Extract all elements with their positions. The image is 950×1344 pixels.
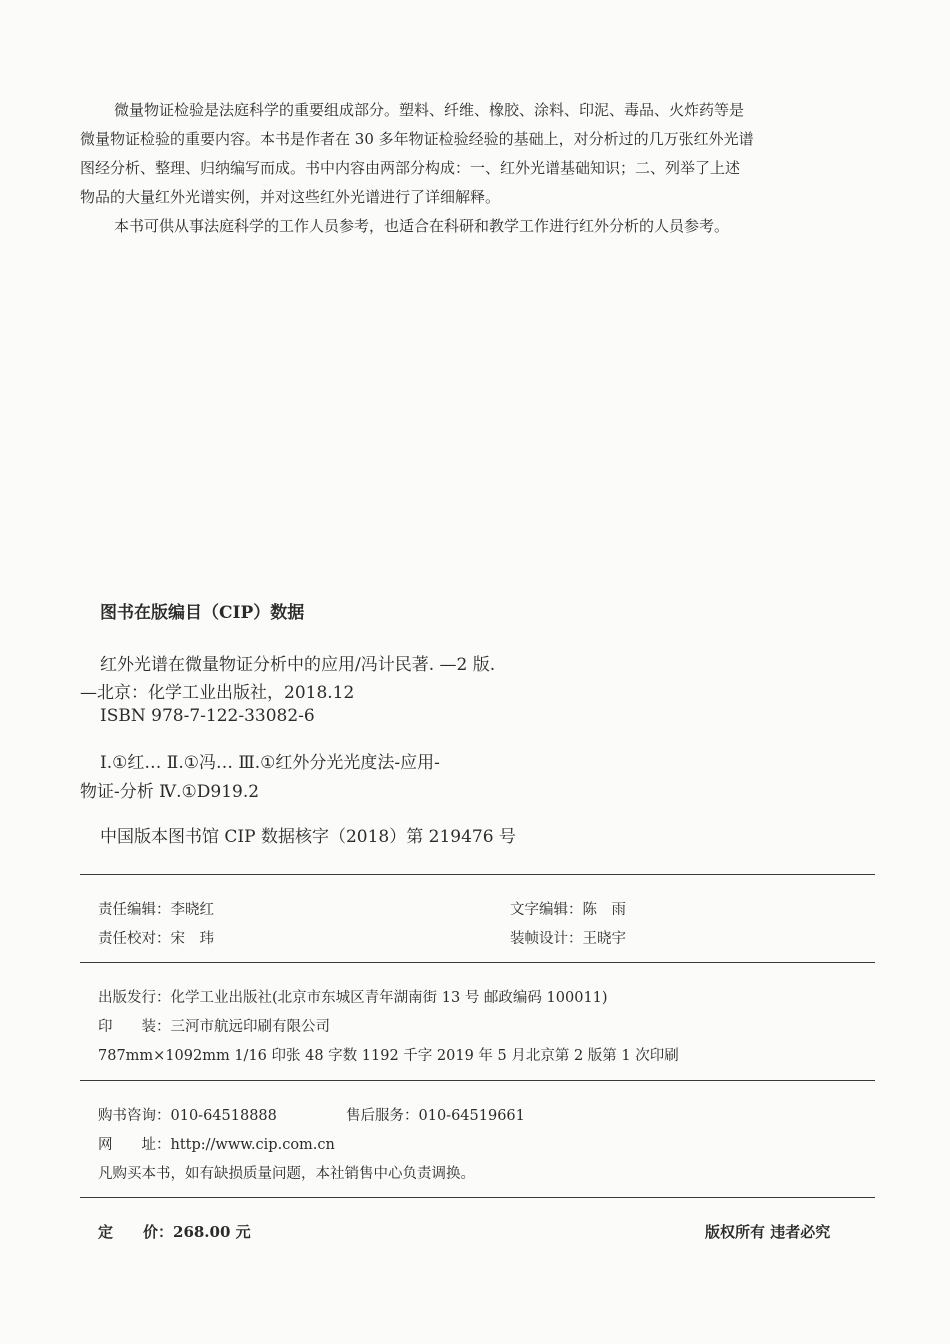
cip-classification-line-2: 物证-分析 Ⅳ.①D919.2 xyxy=(80,782,260,802)
abstract-line-4: 物品的大量红外光谱实例，并对这些红外光谱进行了详细解释。 xyxy=(80,188,501,206)
printer-info: 印 装：三河市航远印刷有限公司 xyxy=(98,1019,330,1035)
abstract-line-2: 微量物证检验的重要内容。本书是作者在 30 多年物证检验经验的基础上，对分析过的几万张红外光谱 xyxy=(80,130,754,148)
cover-designer: 装帧设计：王晓宇 xyxy=(510,931,626,947)
exchange-notice: 凡购买本书，如有缺损质量问题，本社销售中心负责调换。 xyxy=(98,1166,475,1182)
purchase-consultation: 购书咨询：010-64518888 xyxy=(98,1108,277,1124)
cip-isbn: ISBN 978-7-122-33082-6 xyxy=(100,706,315,726)
cip-title-line: 红外光谱在微量物证分析中的应用/冯计民著. —2 版. xyxy=(100,655,496,675)
divider-3 xyxy=(80,1080,875,1081)
divider-1 xyxy=(80,874,875,875)
book-abstract xyxy=(80,96,872,241)
price: 定 价：268.00 元 xyxy=(98,1223,251,1241)
website: 网 址：http://www.cip.com.cn xyxy=(98,1137,335,1153)
cip-record-number: 中国版本图书馆 CIP 数据核字（2018）第 219476 号 xyxy=(100,827,516,847)
cip-heading: 图书在版编目（CIP）数据 xyxy=(100,603,305,623)
abstract-paragraph-2: 本书可供从事法庭科学的工作人员参考，也适合在科研和教学工作进行红外分析的人员参考。 xyxy=(114,217,730,235)
divider-2 xyxy=(80,962,875,963)
abstract-line-3: 图经分析、整理、归纳编写而成。书中内容由两部分构成：一、红外光谱基础知识；二、列举了上述 xyxy=(80,159,741,177)
copyright-notice: 版权所有 违者必究 xyxy=(705,1223,831,1241)
abstract-line-1: 微量物证检验是法庭科学的重要组成部分。塑料、纤维、橡胶、涂料、印泥、毒品、火炸药等是 xyxy=(114,101,745,119)
publisher-info: 出版发行：化学工业出版社(北京市东城区青年湖南街 13 号 邮政编码 100011) xyxy=(98,990,608,1006)
cip-classification-line-1: Ⅰ.①红… Ⅱ.①冯… Ⅲ.①红外分光光度法-应用- xyxy=(100,753,440,773)
after-sales-service: 售后服务：010-64519661 xyxy=(346,1108,525,1124)
cip-publisher-line: —北京：化学工业出版社，2018.12 xyxy=(80,683,355,703)
proofreader: 责任校对：宋 玮 xyxy=(98,931,214,947)
format-info: 787mm×1092mm 1/16 印张 48 字数 1192 千字 2019 年 5 月北京第 2 版第 1 次印刷 xyxy=(98,1048,679,1064)
divider-4 xyxy=(80,1197,875,1198)
responsible-editor: 责任编辑：李晓红 xyxy=(98,902,214,918)
text-editor: 文字编辑：陈 雨 xyxy=(510,902,626,918)
